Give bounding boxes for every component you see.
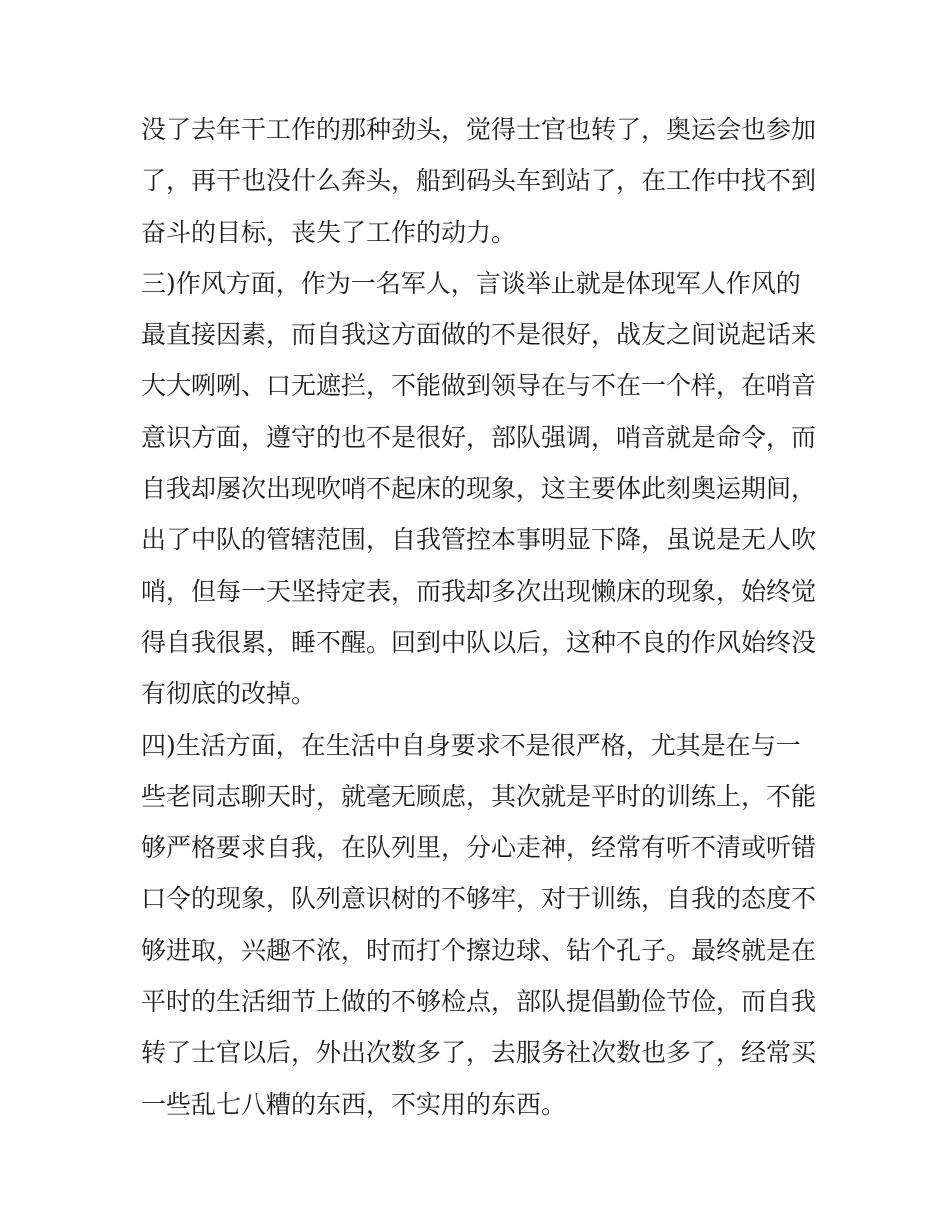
text-line: 最直接因素，而自我这方面做的不是很好，战友之间说起话来 <box>141 320 817 350</box>
text-line: 得自我很累，睡不醒。回到中队以后，这种不良的作风始终没 <box>141 627 817 657</box>
text-line: 够严格要求自我，在队列里，分心走神，经常有听不清或听错 <box>141 833 817 863</box>
text-line: 意识方面，遵守的也不是很好，部队强调，哨音就是命令，而 <box>141 422 817 452</box>
text-line: 口令的现象，队列意识树的不够牢，对于训练，自我的态度不 <box>141 884 817 914</box>
text-line: 了，再干也没什么奔头，船到码头车到站了，在工作中找不到 <box>141 166 817 196</box>
text-line: 三)作风方面，作为一名军人，言谈举止就是体现军人作风的 <box>141 268 801 298</box>
text-line: 奋斗的目标，丧失了工作的动力。 <box>141 217 517 247</box>
text-line: 出了中队的管辖范围，自我管控本事明显下降，虽说是无人吹 <box>141 525 817 555</box>
text-line: 转了士官以后，外出次数多了，去服务社次数也多了，经常买 <box>141 1038 817 1068</box>
text-line: 一些乱七八糟的东西，不实用的东西。 <box>141 1089 567 1119</box>
text-line: 些老同志聊天时，就毫无顾虑，其次就是平时的训练上，不能 <box>141 781 817 811</box>
text-line: 大大咧咧、口无遮拦，不能做到领导在与不在一个样，在哨音 <box>141 371 817 401</box>
text-line: 哨，但每一天坚持定表，而我却多次出现懒床的现象，始终觉 <box>141 576 817 606</box>
text-line: 平时的生活细节上做的不够检点，部队提倡勤俭节俭，而自我 <box>141 987 817 1017</box>
body-text <box>141 104 821 1130</box>
text-line: 自我却屡次出现吹哨不起床的现象，这主要体此刻奥运期间， <box>141 474 817 504</box>
text-line: 够进取，兴趣不浓，时而打个擦边球、钻个孔子。最终就是在 <box>141 935 817 965</box>
text-line: 没了去年干工作的那种劲头，觉得士官也转了，奥运会也参加 <box>141 115 817 144</box>
text-line: 有彻底的改掉。 <box>141 679 317 709</box>
text-line: 四)生活方面，在生活中自身要求不是很严格，尤其是在与一 <box>141 730 801 760</box>
